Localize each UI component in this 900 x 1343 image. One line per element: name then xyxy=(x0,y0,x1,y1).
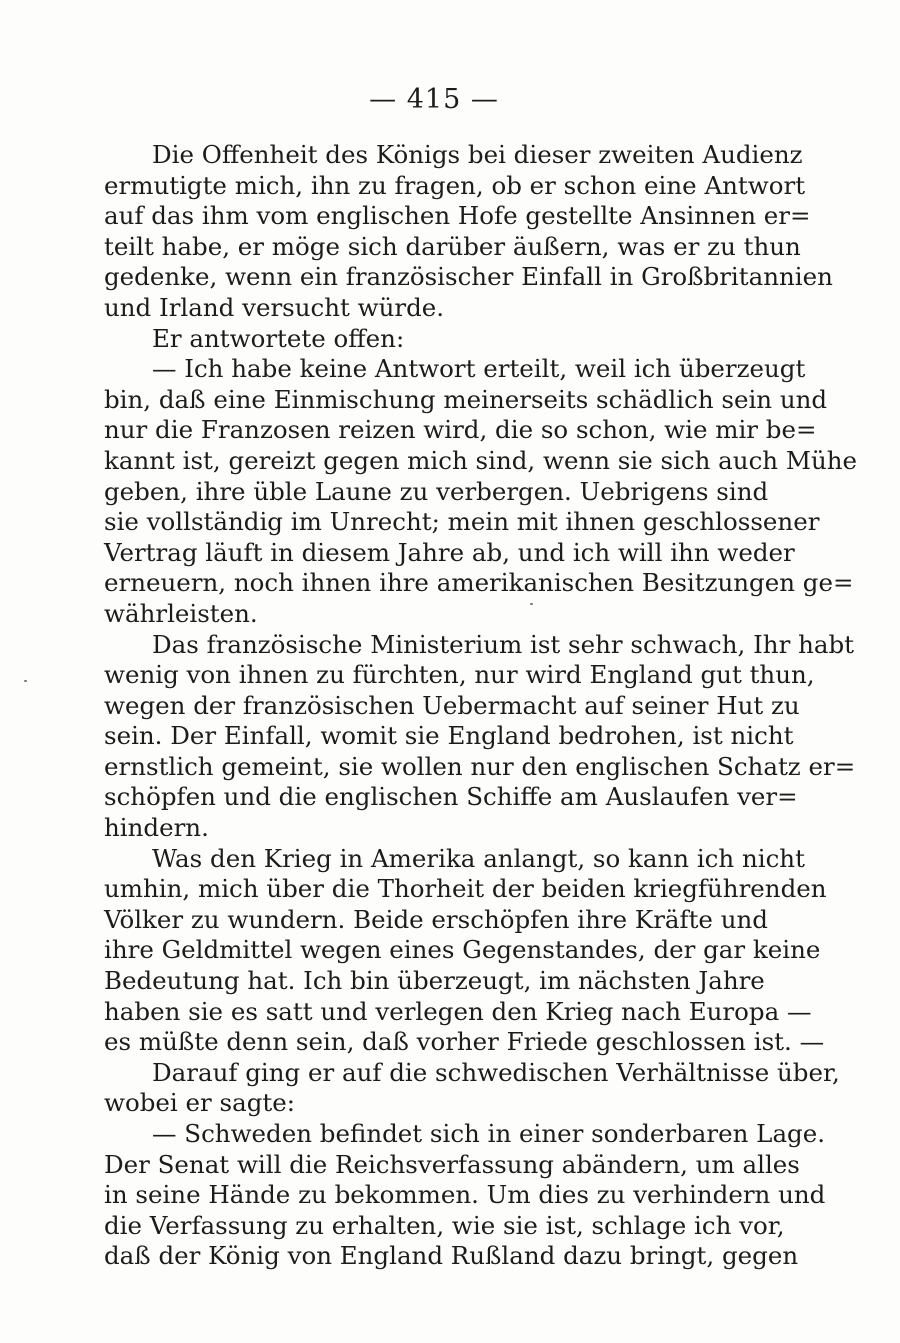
text-line: Das französische Ministerium ist sehr schwach, Ihr habt xyxy=(152,629,854,659)
text-line: erneuern, noch ihnen ihre amerikanischen Besitzungen ge= xyxy=(104,568,854,598)
paper-speck xyxy=(24,680,27,682)
text-line: sie vollständig im Unrecht; mein mit ihnen geschlossener xyxy=(104,507,820,537)
text-line: sein. Der Einfall, womit sie England bedrohen, ist nicht xyxy=(104,721,794,751)
text-line: nur die Franzosen reizen wird, die so schon, wie mir be= xyxy=(104,415,817,445)
paper-speck xyxy=(530,603,533,605)
text-line: teilt habe, er möge sich darüber äußern, was er zu thun xyxy=(104,231,801,261)
text-line: wobei er sagte: xyxy=(104,1088,295,1118)
text-line: auf das ihm vom englischen Hofe gestellte Ansinnen er= xyxy=(104,201,811,231)
text-line: Die Offenheit des Königs bei dieser zweiten Audienz xyxy=(152,140,803,169)
text-line: Der Senat will die Reichsverfassung abändern, um alles xyxy=(104,1149,800,1179)
text-line: — Schweden befindet sich in einer sonderbaren Lage. xyxy=(152,1119,826,1148)
text-line: bin, daß eine Einmischung meinerseits schädlich sein und xyxy=(104,384,828,414)
text-line: Vertrag läuft in diesem Jahre ab, und ich will ihn weder xyxy=(104,537,795,567)
text-line: kannt ist, gereizt gegen mich sind, wenn sie sich auch Mühe xyxy=(104,445,858,475)
text-line: gedenke, wenn ein französischer Einfall in Großbritannien xyxy=(104,262,833,292)
text-line: ihre Geldmittel wegen eines Gegenstandes, der gar keine xyxy=(104,935,821,965)
text-line: wenig von ihnen zu fürchten, nur wird England gut thun, xyxy=(104,660,815,690)
text-line: umhin, mich über die Thorheit der beiden kriegführenden xyxy=(104,874,827,904)
page-number: — 415 — xyxy=(369,84,499,115)
text-line: Bedeutung hat. Ich bin überzeugt, im nächsten Jahre xyxy=(104,966,765,996)
text-line: währleisten. xyxy=(104,598,258,628)
text-line: geben, ihre üble Laune zu verbergen. Uebrigens sind xyxy=(104,476,769,506)
text-line: Er antwortete offen: xyxy=(152,323,405,353)
text-line: hindern. xyxy=(104,813,209,843)
text-line: ernstlich gemeint, sie wollen nur den englischen Schatz er= xyxy=(104,751,856,781)
text-line: wegen der französischen Uebermacht auf seiner Hut zu xyxy=(104,690,800,720)
text-line: daß der König von England Rußland dazu bringt, gegen xyxy=(104,1241,799,1271)
text-line: Völker zu wundern. Beide erschöpfen ihre Kräfte und xyxy=(104,904,768,934)
text-line: haben sie es satt und verlegen den Krieg nach Europa — xyxy=(104,996,812,1026)
text-line: schöpfen und die englischen Schiffe am Auslaufen ver= xyxy=(104,782,798,812)
text-line: — Ich habe keine Antwort erteilt, weil ich überzeugt xyxy=(152,354,806,384)
text-line: es müßte denn sein, daß vorher Friede geschlossen ist. — xyxy=(104,1027,825,1057)
text-line: in seine Hände zu bekommen. Um dies zu verhindern und xyxy=(104,1180,826,1210)
page-text xyxy=(104,140,858,1272)
text-line: Was den Krieg in Amerika anlangt, so kann ich nicht xyxy=(152,843,805,873)
text-line: Darauf ging er auf die schwedischen Verhältnisse über, xyxy=(152,1057,840,1087)
text-line: die Verfassung zu erhalten, wie sie ist, schlage ich vor, xyxy=(104,1210,785,1240)
text-line: ermutigte mich, ihn zu fragen, ob er schon eine Antwort xyxy=(104,170,806,200)
text-line: und Irland versucht würde. xyxy=(104,292,445,322)
